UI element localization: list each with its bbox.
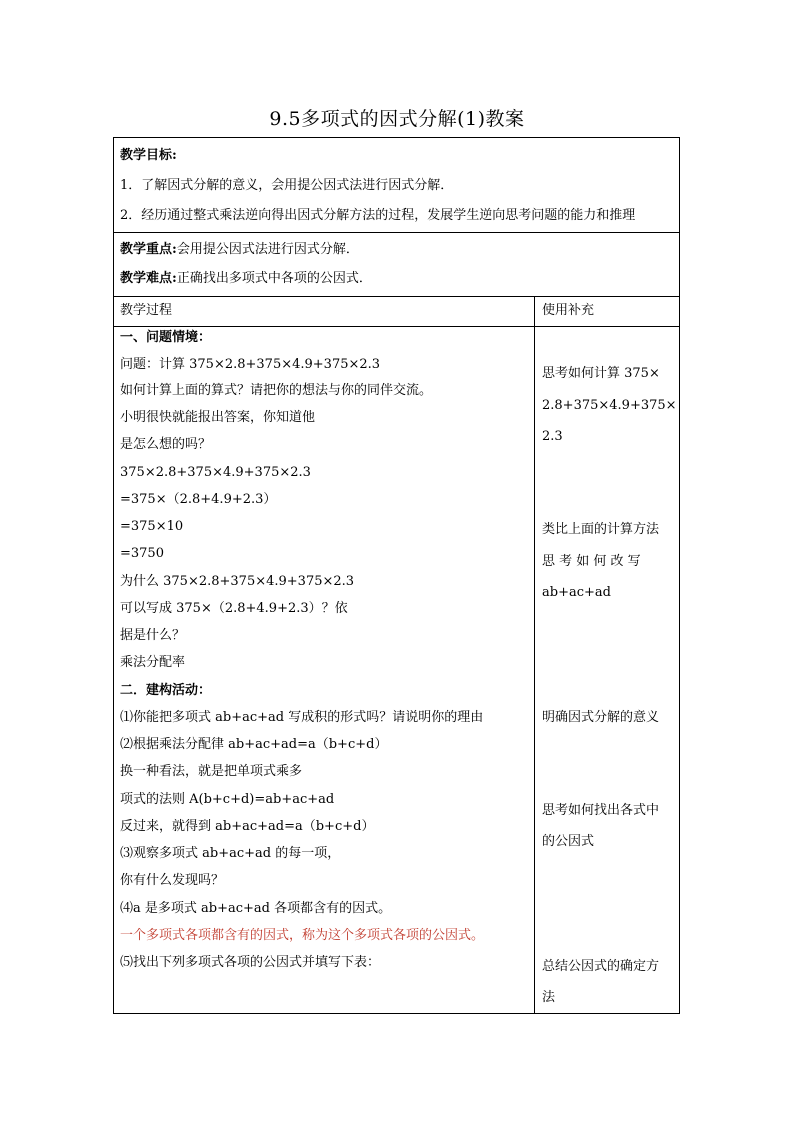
divider: [113, 232, 680, 233]
process-line: 如何计算上面的算式？请把你的想法与你的同伴交流。: [120, 383, 433, 398]
supplement-note: 的公因式: [542, 834, 595, 849]
process-line: =3750: [120, 546, 164, 561]
activity-line: ⑴你能把多项式 ab+ac+ad 写成积的形式吗？请说明你的理由: [120, 710, 484, 725]
process-line: =375×10: [120, 519, 184, 534]
supplement-note: 思考如何计算 375×: [542, 366, 660, 381]
activity-line: ⑵根据乘法分配律 ab+ac+ad=a（b+c+d）: [120, 737, 388, 752]
process-line: =375×（2.8+4.9+2.3）: [120, 492, 277, 507]
divider: [113, 296, 680, 297]
supplement-note: ab+ac+ad: [542, 585, 611, 600]
process-line: 为什么 375×2.8+375×4.9+375×2.3: [120, 574, 355, 589]
section-heading: 二．建构活动：: [120, 683, 212, 698]
column-divider: [534, 296, 535, 1014]
section-heading: 一、问题情境：: [120, 330, 212, 345]
process-line: 问题：计算 375×2.8+375×4.9+375×2.3: [120, 357, 381, 372]
activity-line: ⑶观察多项式 ab+ac+ad 的每一项，: [120, 846, 341, 861]
process-line: 375×2.8+375×4.9+375×2.3: [120, 465, 311, 480]
process-line: 小明很快就能报出答案，你知道他: [120, 410, 316, 425]
process-line: 据是什么？: [120, 628, 186, 643]
objective-item: 2．经历通过整式乘法逆向得出因式分解方法的过程，发展学生逆向思考问题的能力和推理: [120, 208, 636, 223]
activity-line: 换一种看法，就是把单项式乘多: [120, 764, 303, 779]
process-line: 乘法分配率: [120, 655, 186, 670]
process-line: 是怎么想的吗？: [120, 437, 212, 452]
divider: [113, 326, 680, 327]
objectives-heading: 教学目标:: [120, 148, 177, 163]
supplement-note: 思考如何找出各式中: [542, 803, 660, 818]
page-title: 9.5多项式的因式分解(1)教案: [269, 108, 525, 130]
difficulty-text: 正确找出多项式中各项的公因式．: [176, 271, 372, 286]
activity-line: ⑸找出下列多项式各项的公因式并填写下表：: [120, 955, 381, 970]
supplement-note: 思 考 如 何 改 写: [542, 554, 641, 569]
supplement-note: 2.8+375×4.9+375×: [542, 398, 677, 413]
difficulty-row: [120, 271, 372, 287]
supplement-note: 总结公因式的确定方: [542, 959, 660, 974]
activity-line: ⑷a 是多项式 ab+ac+ad 各项都含有的因式。: [120, 901, 392, 916]
process-header: 教学过程: [120, 303, 173, 318]
supplement-note: 法: [542, 990, 556, 1005]
difficulty-label: 教学难点:: [120, 271, 177, 286]
definition-line: 一个多项式各项都含有的因式，称为这个多项式各项的公因式。: [120, 928, 485, 943]
supplement-note: 类比上面的计算方法: [542, 522, 660, 537]
supplement-note: 明确因式分解的意义: [542, 710, 660, 725]
focus-text: 会用提公因式法进行因式分解．: [176, 242, 359, 257]
process-line: 可以写成 375×（2.8+4.9+2.3）？依: [120, 601, 348, 616]
objective-item: 1．了解因式分解的意义，会用提公因式法进行因式分解．: [120, 178, 454, 193]
focus-row: [120, 242, 359, 258]
focus-label: 教学重点:: [120, 242, 177, 257]
supplement-header: 使用补充: [542, 303, 595, 318]
activity-line: 反过来，就得到 ab+ac+ad=a（b+c+d）: [120, 819, 375, 834]
activity-line: 项式的法则 A(b+c+d)=ab+ac+ad: [120, 792, 335, 807]
activity-line: 你有什么发现吗？: [120, 873, 225, 888]
supplement-note: 2.3: [542, 429, 563, 444]
